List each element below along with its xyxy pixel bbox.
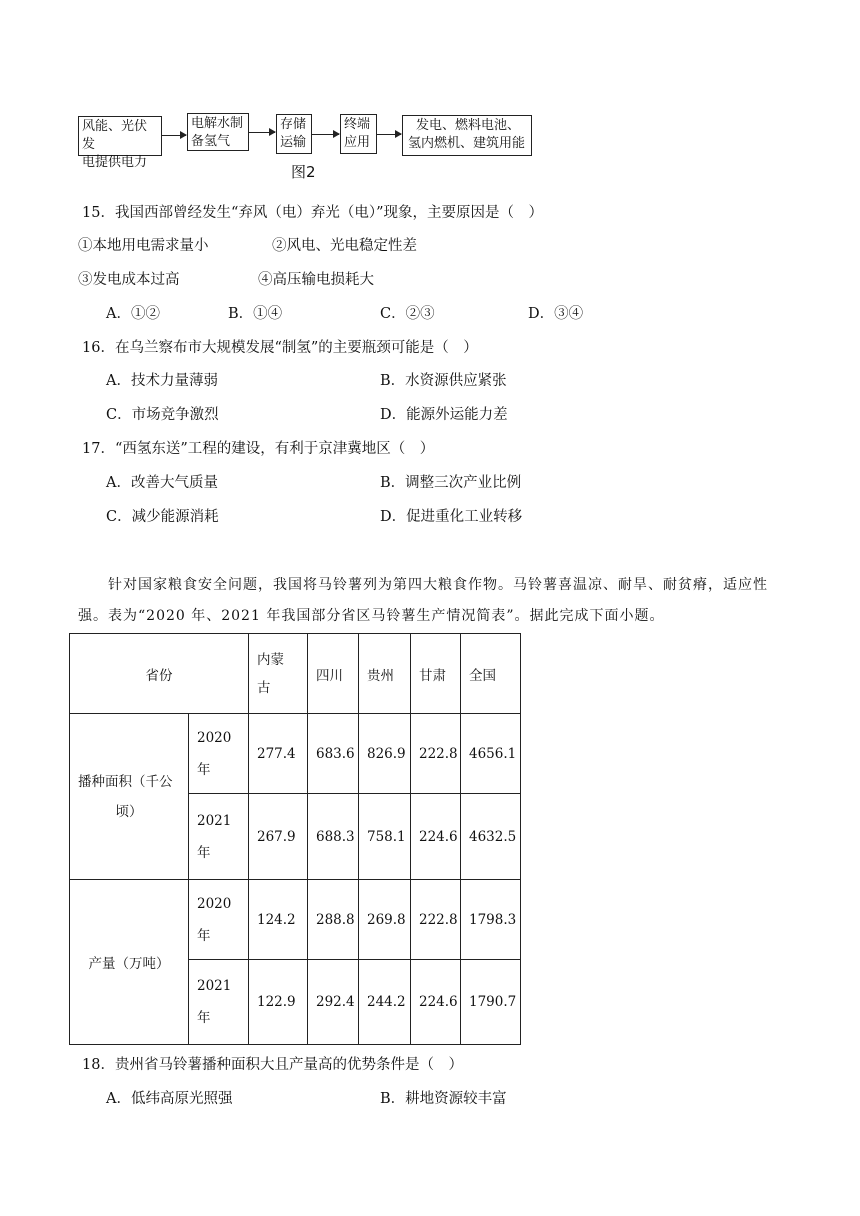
cell-value: 222.8 (411, 880, 461, 960)
passage-line-1: 针对国家粮食安全问题，我国将马铃薯列为第四大粮食作物。马铃薯喜温凉、耐旱、耐贫瘠，适应性 (108, 577, 768, 593)
cell-value: 267.9 (249, 794, 308, 880)
q16-option-b[interactable]: B．水资源供应紧张 (380, 373, 507, 389)
cell-value: 683.6 (308, 714, 359, 794)
year-cell (189, 960, 249, 1045)
cell-value: 4632.5 (461, 794, 521, 880)
cell-value: 222.8 (411, 714, 461, 794)
potato-production-table (69, 633, 521, 1045)
table-header-row (70, 634, 521, 714)
flow-box-text: 终端 (344, 117, 371, 132)
flow-box-text: 氢内燃机、建筑用能 (408, 136, 526, 151)
flow-box-text: 电提供电力 (82, 155, 148, 170)
cell-value: 122.9 (249, 960, 308, 1045)
header-neimenggu-line-2: 古 (257, 679, 271, 696)
cell-value: 758.1 (359, 794, 411, 880)
header-gansu: 甘肃 (411, 634, 461, 714)
flow-box-storage (276, 114, 312, 154)
q17-option-d[interactable]: D．促进重化工业转移 (380, 509, 523, 525)
year-cell (189, 794, 249, 880)
q15-option-b[interactable]: B．①④ (228, 306, 283, 322)
flow-arrow (162, 135, 186, 136)
q18-stem: 18．贵州省马铃薯播种面积大且产量高的优势条件是（ ） (82, 1057, 463, 1073)
cell-value: 1790.7 (461, 960, 521, 1045)
cell-value: 277.4 (249, 714, 308, 794)
year-cell (189, 714, 249, 794)
q15-statement-3: ③发电成本过高 (78, 272, 180, 288)
cell-value: 244.2 (359, 960, 411, 1045)
cell-value: 288.8 (308, 880, 359, 960)
row-label-output: 产量（万吨） (70, 880, 189, 1045)
cell-value: 292.4 (308, 960, 359, 1045)
year-value: 2020 (197, 729, 232, 746)
flow-box-text: 运输 (280, 135, 307, 150)
row-label-area-line-1: 播种面积（千公 (78, 773, 173, 790)
header-guizhou: 贵州 (359, 634, 411, 714)
q15-option-d[interactable]: D．③④ (528, 306, 584, 322)
q18-option-b[interactable]: B．耕地资源较丰富 (380, 1091, 507, 1107)
year-value: 2020 (197, 895, 232, 912)
q17-option-b[interactable]: B．调整三次产业比例 (380, 475, 522, 491)
q17-stem: 17．“西氢东送”工程的建设，有利于京津冀地区（ ） (82, 441, 435, 457)
flow-arrow (312, 134, 339, 135)
cell-value: 124.2 (249, 880, 308, 960)
flow-box-text: 备氢气 (191, 134, 231, 149)
q17-option-a[interactable]: A．改善大气质量 (106, 475, 218, 491)
cell-value: 224.6 (411, 960, 461, 1045)
flow-box-terminal (340, 114, 377, 154)
table-row (70, 880, 521, 960)
cell-value: 1798.3 (461, 880, 521, 960)
passage-line-2: 强。表为“2020 年、2021 年我国部分省区马铃薯生产情况简表”。据此完成下面小题。 (78, 608, 665, 624)
flow-box-text: 发电、燃料电池、 (416, 118, 521, 133)
header-neimenggu (249, 634, 308, 714)
header-sichuan: 四川 (308, 634, 359, 714)
flow-arrow (377, 134, 401, 135)
header-national: 全国 (461, 634, 521, 714)
flow-box-application (402, 115, 532, 156)
q16-stem: 16．在乌兰察布市大规模发展“制氢”的主要瓶颈可能是（ ） (82, 340, 478, 356)
row-label-area (70, 714, 189, 880)
cell-value: 4656.1 (461, 714, 521, 794)
flow-box-text: 应用 (344, 135, 371, 150)
flow-box-power (78, 116, 162, 170)
q16-option-d[interactable]: D．能源外运能力差 (380, 407, 508, 423)
header-province: 省份 (70, 634, 249, 714)
q15-option-a[interactable]: A．①② (106, 306, 160, 322)
q15-stem: 15．我国西部曾经发生“弃风（电）弃光（电）”现象，主要原因是（ ） (82, 205, 544, 221)
figure-caption: 图2 (291, 163, 316, 181)
row-label-area-line-2: 顷） (115, 803, 143, 820)
q15-option-c[interactable]: C．②③ (380, 306, 435, 322)
cell-value: 224.6 (411, 794, 461, 880)
cell-value: 269.8 (359, 880, 411, 960)
year-value: 2021 (197, 978, 232, 994)
q15-statement-2: ②风电、光电稳定性差 (272, 238, 417, 254)
year-suffix: 年 (197, 1010, 211, 1026)
q15-statement-1: ①本地用电需求量小 (78, 238, 209, 254)
flow-arrow (249, 132, 275, 133)
flow-box-text: 电解水制 (191, 116, 244, 131)
year-cell (189, 880, 249, 960)
cell-value: 826.9 (359, 714, 411, 794)
year-suffix: 年 (197, 761, 211, 778)
flow-box-electrolysis (187, 113, 249, 151)
year-suffix: 年 (197, 844, 211, 861)
q15-statement-4: ④高压输电损耗大 (258, 272, 374, 288)
flow-box-text: 风能、光伏发 (82, 119, 148, 152)
flow-box-text: 存储 (280, 117, 307, 132)
q18-option-a[interactable]: A．低纬高原光照强 (106, 1091, 233, 1107)
q16-option-a[interactable]: A．技术力量薄弱 (106, 373, 218, 389)
table-row (70, 714, 521, 794)
q16-option-c[interactable]: C．市场竞争激烈 (106, 407, 219, 423)
cell-value: 688.3 (308, 794, 359, 880)
year-value: 2021 (197, 812, 232, 829)
q17-option-c[interactable]: C．减少能源消耗 (106, 509, 219, 525)
header-neimenggu-line-1: 内蒙 (257, 651, 284, 668)
year-suffix: 年 (197, 927, 211, 944)
